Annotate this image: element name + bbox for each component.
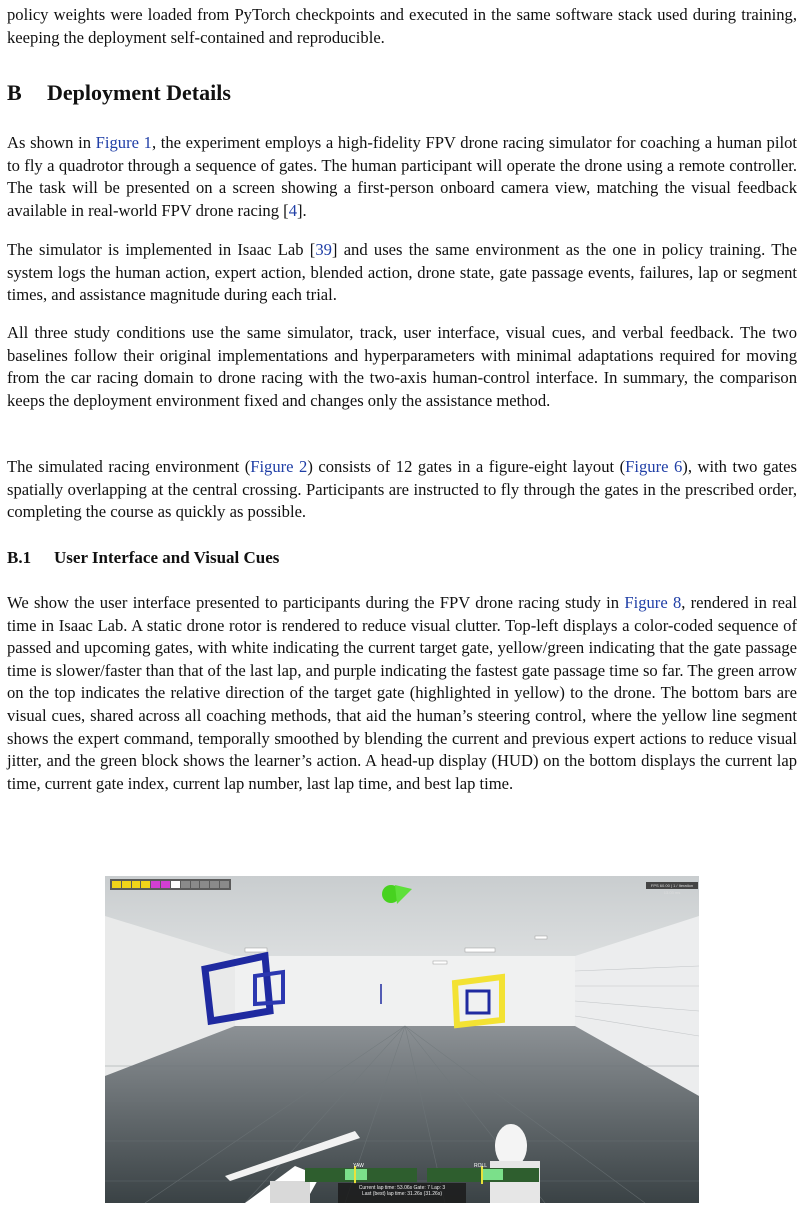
paragraph-text: policy weights were loaded from PyTorch checkpoints and executed in the same software stack used during training, keeping the deployment self-contained and reproducible. — [7, 5, 797, 47]
paragraph-text: , rendered in real time in Isaac Lab. A static drone rotor is rendered to reduce visual clutter. Top-left displays a color-coded sequence of passed and upcoming gates, with white indicating the current target gate, yellow/green indicating that the gate passage time is slower/faster than that of the last lap, and purple indicating the fastest gate passage time so far. The green arrow on the top indicates the relative direction of the target gate (highlighted in yellow) to the drone. The bottom bars are visual cues, shared across all coaching methods, that aid the human’s steering control, where the yellow line segment shows the expert command, temporally smoothed by blending the current and previous expert actions to reduce visual jitter, and the green block shows the learner’s action. A head-up display (HUD) on the bottom displays the current lap time, current gate index, current lap number, last lap time, and best lap time. — [7, 593, 797, 793]
gate-swatch — [112, 881, 121, 888]
roll-label: ROLL — [474, 1163, 488, 1169]
gate-swatch — [210, 881, 219, 888]
subsection-number: B.1 — [7, 548, 32, 567]
paragraph-text: ] and uses the same environment as the one in policy training. The system logs the human action, expert action, blended action, drone state, gate passage events, failures, lap or segment times, and assistance magnitude during each trial. — [7, 240, 798, 305]
gate-sequence-indicator — [110, 879, 231, 890]
hud-current-lap: Current lap time: 53.06s Gate: 7 Lap: 3 — [358, 1185, 446, 1191]
section-title: Deployment Details — [47, 80, 231, 105]
gate-swatch — [220, 881, 229, 888]
figure-link[interactable]: Figure 6 — [625, 457, 683, 476]
gate-swatch — [191, 881, 200, 888]
paragraph-text: The simulated racing environment ( — [7, 457, 251, 476]
figure-link[interactable]: Figure 8 — [624, 593, 682, 612]
fpv-simulator-figure — [105, 876, 699, 1203]
gate-swatch — [122, 881, 131, 888]
paragraph-text: The simulator is implemented in Isaac Lab [ — [7, 240, 316, 259]
paragraph-2 — [7, 239, 797, 307]
citation-link[interactable]: 39 — [315, 240, 332, 259]
gate-swatch — [151, 881, 160, 888]
yaw-label: YAW — [353, 1163, 364, 1169]
paragraph-text: All three study conditions use the same simulator, track, user interface, visual cues, and verbal feedback. The two baselines follow their original implementations and hyperparameters with minimal adaptations required for moving from the car racing domain to drone racing with the two-axis human-control interface. In summary, the comparison keeps the deployment environment fixed and changes only the assistance method. — [7, 323, 797, 410]
gate-swatch — [141, 881, 150, 888]
fpv-scene — [105, 876, 699, 1203]
paragraph-intro — [7, 4, 797, 49]
paragraph-text: As shown in — [7, 133, 96, 152]
hud-best-lap: Last (best) lap time: 31.26s (31.26s) — [361, 1191, 443, 1197]
section-number: B — [7, 80, 22, 105]
subsection-heading — [7, 548, 279, 568]
paragraph-text: ]. — [297, 200, 307, 220]
figure-link[interactable]: Figure 1 — [95, 133, 152, 152]
paragraph-text: ), with two gates spatially overlapping at the central crossing. Participants are instructed to fly through the gates in the prescribed order, completing the course as quickly as possible. — [7, 457, 797, 522]
roll-learner-block — [483, 1169, 503, 1180]
back-wall — [235, 956, 575, 1026]
gate-swatch — [161, 881, 170, 888]
gate-swatch — [171, 881, 180, 888]
paragraph-4 — [7, 456, 797, 524]
paragraph-text: , the experiment employs a high-fidelity FPV drone racing simulator for coaching a human pilot to fly a quadrotor through a sequence of gates. The human participant will operate the drone using a remote controller. The task will be presented on a screen showing a first-person onboard camera view, matching the visual feedback available in real-world FPV drone racing [ — [7, 133, 797, 220]
subsection-title: User Interface and Visual Cues — [54, 548, 280, 567]
paragraph-1 — [7, 132, 797, 222]
paragraph-text: ) consists of 12 gates in a figure-eight layout ( — [307, 457, 626, 476]
performance-tag: FPS 60.00 | 1 / Iteration 13.03 ms — [646, 882, 698, 889]
gate-swatch — [132, 881, 141, 888]
gate-swatch — [181, 881, 190, 888]
gate-swatch — [200, 881, 209, 888]
section-heading — [7, 80, 231, 106]
paragraph-5 — [7, 592, 797, 795]
figure-link[interactable]: Figure 2 — [250, 457, 308, 476]
paragraph-3 — [7, 322, 797, 412]
hud-display — [338, 1185, 466, 1197]
citation-link[interactable]: 4 — [288, 200, 297, 220]
paragraph-text: We show the user interface presented to participants during the FPV drone racing study in — [7, 593, 625, 612]
